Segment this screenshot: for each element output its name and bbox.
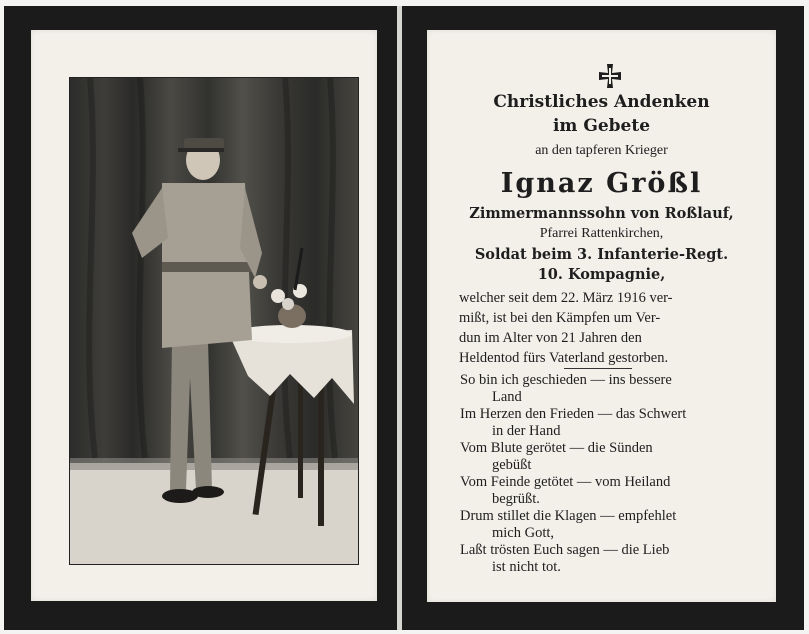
poem-line-continuation: Land: [492, 389, 522, 405]
poem-verse: [460, 508, 765, 542]
poem-line-continuation: gebüßt: [492, 457, 532, 473]
origin-line: Zimmermannssohn von Roßlauf,: [469, 205, 734, 222]
death-notice-paragraph: [459, 288, 761, 368]
parish-line: Pfarrei Rattenkirchen,: [539, 226, 664, 241]
poem-line: Vom Feinde getötet — vom Heiland: [460, 474, 671, 490]
soldier-photo: [69, 77, 359, 565]
poem-verse: [460, 474, 765, 508]
poem-line-continuation: ist nicht tot.: [492, 559, 561, 575]
heading-line-1: Christliches Andenken: [493, 92, 710, 112]
poem-verse: [460, 372, 765, 406]
poem-line: Drum stillet die Klagen — empfehlet: [460, 508, 677, 524]
soldier-photo-illustration: [70, 78, 358, 564]
text-panel: [427, 30, 776, 602]
poem-line: Im Herzen den Frieden — das Schwert: [460, 406, 687, 422]
poem-line-continuation: mich Gott,: [492, 525, 555, 541]
poem-line-continuation: begrüßt.: [492, 491, 540, 507]
intro-line: an den tapferen Krieger: [535, 143, 668, 158]
unit-line-2: 10. Kompagnie,: [537, 266, 666, 283]
unit-line-1: Soldat beim 3. Infanterie-Regt.: [474, 246, 729, 263]
divider: [564, 368, 632, 369]
paragraph-line: welcher seit dem 22. März 1916 ver-: [459, 290, 673, 306]
photo-panel: [31, 30, 377, 601]
heading-line-2: im Gebete: [552, 116, 651, 136]
poem-line-continuation: in der Hand: [492, 423, 561, 439]
paragraph-line: mißt, ist bei den Kämpfen um Ver-: [459, 310, 661, 326]
paragraph-line: Heldentod fürs Vaterland gestorben.: [459, 350, 669, 366]
poem-line: Laßt trösten Euch sagen — die Lieb: [460, 542, 670, 558]
poem-line: Vom Blute gerötet — die Sünden: [460, 440, 653, 456]
card-fold: [397, 6, 402, 630]
poem-line: So bin ich geschieden — ins bessere: [460, 372, 672, 388]
poem-verse: [460, 440, 765, 474]
poem-verse: [460, 406, 765, 440]
deceased-name: Ignaz Größl: [500, 168, 703, 199]
poem-verse: [460, 542, 765, 576]
paragraph-line: dun im Alter von 21 Jahren den: [459, 330, 642, 346]
iron-cross-icon: [597, 63, 623, 89]
